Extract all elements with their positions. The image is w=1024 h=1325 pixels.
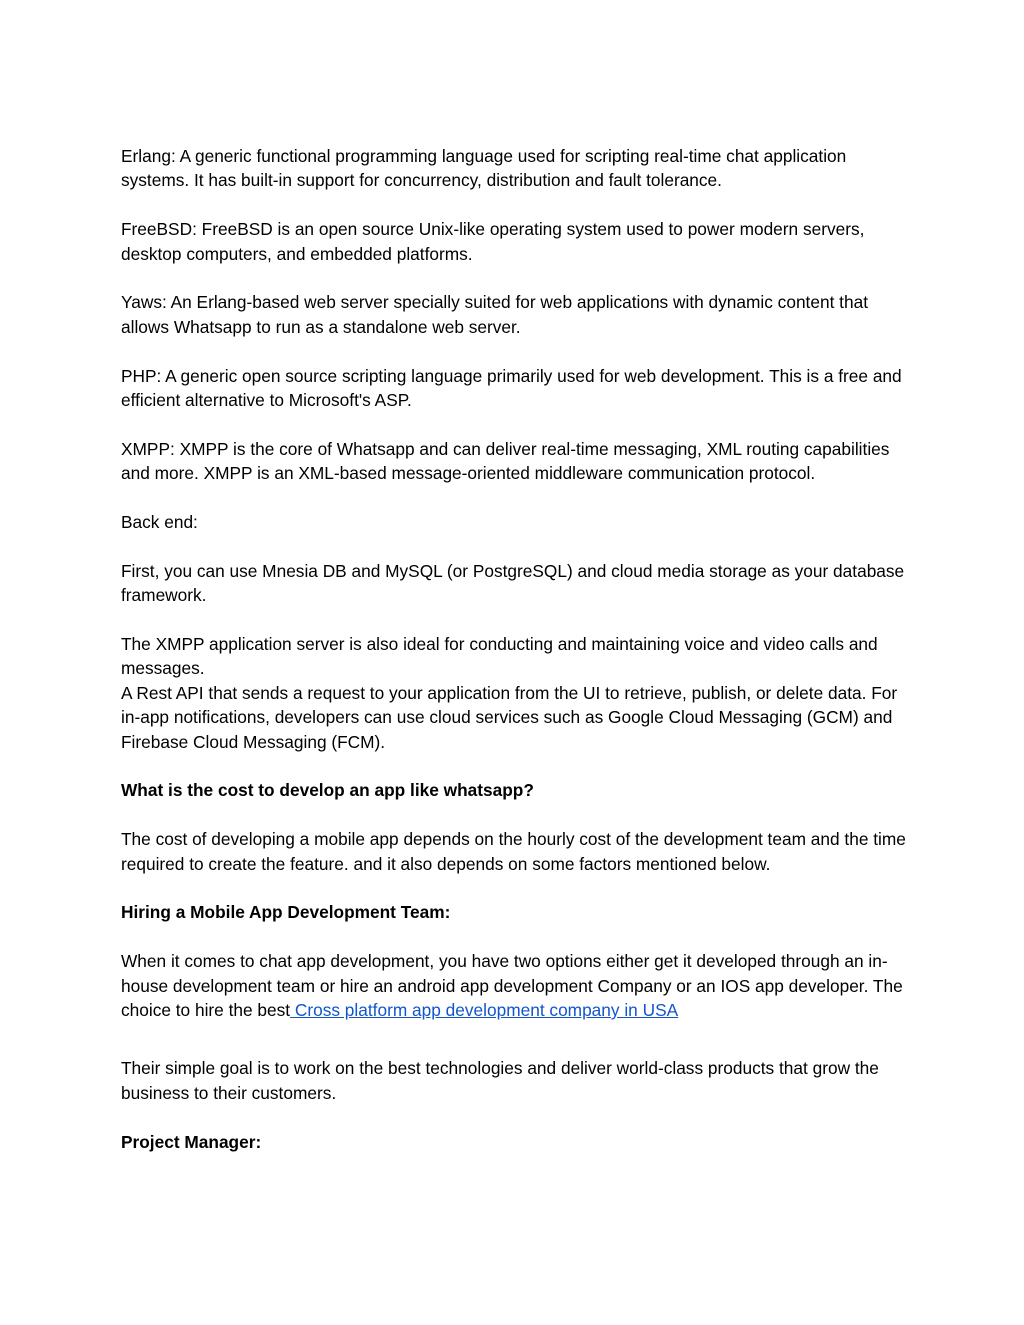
spacer xyxy=(121,412,911,436)
spacer xyxy=(121,608,911,632)
spacer xyxy=(121,266,911,290)
spacer xyxy=(121,754,911,778)
paragraph-xmpp-server: The XMPP application server is also ideal for conducting and maintaining voice and video calls and messages. xyxy=(121,634,878,679)
spacer xyxy=(121,925,911,949)
backend-label: Back end: xyxy=(121,512,198,533)
spacer xyxy=(121,534,911,558)
spacer xyxy=(121,486,911,510)
paragraph-yaws: Yaws: An Erlang-based web server specially suited for web applications with dynamic content that allows Whatsapp to run as a standalone web server. xyxy=(121,292,868,337)
paragraph-hiring xyxy=(121,949,911,1022)
project-manager-heading: Project Manager: xyxy=(121,1131,262,1152)
paragraph-xmpp: XMPP: XMPP is the core of Whatsapp and can deliver real-time messaging, XML routing capabilities and more. XMPP is an XML-based message-oriented middleware communication protocol. xyxy=(121,438,890,484)
spacer xyxy=(121,1022,911,1056)
spacer xyxy=(121,803,911,827)
spacer xyxy=(121,876,911,900)
hiring-text: When it comes to chat app development, you have two options either get it developed through an in-house development team or hire an android app development Company or an IOS app developer. The choice to hire the best xyxy=(121,951,903,1021)
cost-heading: What is the cost to develop an app like whatsapp? xyxy=(121,780,534,801)
hiring-heading: Hiring a Mobile App Development Team: xyxy=(121,902,451,923)
paragraph-erlang: Erlang: A generic functional programming language used for scripting real-time chat application systems. It has built-in support for concurrency, distribution and fault tolerance. xyxy=(121,146,847,191)
paragraph-php: PHP: A generic open source scripting language primarily used for web development. This is a free and efficient alternative to Microsoft's ASP. xyxy=(121,365,902,411)
paragraph-rest-api: A Rest API that sends a request to your application from the UI to retrieve, publish, or delete data. For in-app notifications, developers can use cloud services such as Google Cloud Messaging (GCM) and Firebase Cloud Messaging (FCM). xyxy=(121,682,898,752)
spacer xyxy=(121,339,911,363)
spacer xyxy=(121,1105,911,1129)
document-page xyxy=(121,144,911,1154)
paragraph-mnesia: First, you can use Mnesia DB and MySQL (or PostgreSQL) and cloud media storage as your database framework. xyxy=(121,560,905,606)
paragraph-freebsd: FreeBSD: FreeBSD is an open source Unix-like operating system used to power modern servers, desktop computers, and embedded platforms. xyxy=(121,219,865,264)
paragraph-goal: Their simple goal is to work on the best technologies and deliver world-class products that grow the business to their customers. xyxy=(121,1058,879,1103)
cross-platform-company-link[interactable]: Cross platform app development company in USA xyxy=(290,1000,679,1021)
paragraph-cost: The cost of developing a mobile app depends on the hourly cost of the development team and the time required to create the feature. and it also depends on some factors mentioned below. xyxy=(121,829,906,874)
spacer xyxy=(121,193,911,217)
